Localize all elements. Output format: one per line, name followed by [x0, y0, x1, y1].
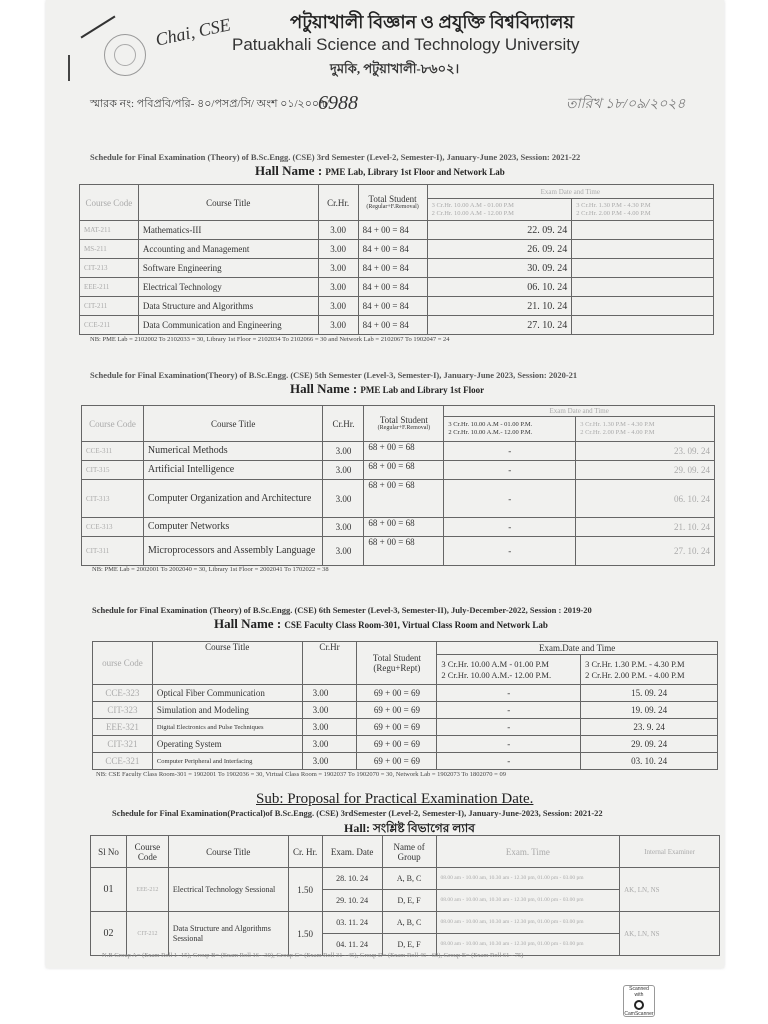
credit-hour-cell: 3.00: [302, 736, 357, 753]
table3-header-title: Course Title: [152, 642, 302, 685]
table-row: [93, 736, 718, 753]
course-code-cell: CIT-211: [80, 297, 139, 316]
course-title-cell: Data Structure and Algorithms: [138, 297, 318, 316]
table3-header-crhr: Cr.Hr: [302, 642, 357, 685]
table1-header-exam: Exam Date and Time: [427, 185, 713, 199]
scanner-line2: CamScanner: [624, 1011, 654, 1017]
course-code-cell: MAT-211: [80, 221, 139, 240]
morning-slot-cell: -: [437, 736, 581, 753]
examiner-cell: AK, LN, NS: [620, 868, 720, 912]
exam-date-cell: 27. 10. 24: [576, 537, 715, 566]
memo-number-handwritten: 6988: [318, 92, 358, 114]
exam-date-cell: 29. 09. 24: [581, 736, 718, 753]
course-title-cell: Accounting and Management: [138, 240, 318, 259]
table3-header-slot-morning: [437, 655, 581, 685]
credit-hour-cell: 3.00: [302, 702, 357, 719]
table1-header-code: Course Code: [80, 185, 139, 221]
empty-cell: [572, 221, 714, 240]
group-cell: A, B, C: [382, 912, 436, 934]
course-title-cell: Microprocessors and Assembly Language: [143, 537, 323, 566]
credit-hour-cell: 3.00: [318, 259, 358, 278]
exam-date-cell: 23. 09. 24: [576, 442, 715, 461]
english-university-title: Patuakhali Science and Technology University: [232, 35, 580, 54]
table3-slot4: 2 Cr.Hr. 2.00 P.M. - 4.00 P.M: [585, 669, 685, 680]
course-title-cell: Data Communication and Engineering: [138, 316, 318, 335]
course-code-cell: CCE-323: [93, 685, 153, 702]
table3-hall-label: Hall Name :: [214, 616, 282, 631]
credit-hour-cell: 1.50: [288, 912, 322, 956]
table3-slot2: 2 Cr.Hr. 10.00 A.M.- 12.00 P.M.: [441, 669, 552, 680]
exam-date-cell: 30. 09. 24: [427, 259, 572, 278]
table3-header-total-sub: (Regu+Rept): [373, 663, 421, 673]
credit-hour-cell: 3.00: [323, 518, 364, 537]
exam-date-cell: 03. 11. 24: [322, 912, 382, 934]
exam-time-cell: 08.00 am - 10.00 am, 10.30 am - 12.30 pm, 01.00 pm - 03.00 pm: [436, 868, 620, 890]
total-student-cell: 84 + 00 = 84: [358, 259, 427, 278]
course-title-cell: Data Structure and Algorithms Sessional: [168, 912, 288, 956]
examiner-cell: AK, LN, NS: [620, 912, 720, 956]
credit-hour-cell: 3.00: [318, 278, 358, 297]
course-title-cell: Computer Organization and Architecture: [143, 480, 323, 518]
table3-body: [93, 685, 718, 770]
table2-slot4: 2 Cr.Hr. 2.00 P.M - 4.00 P.M: [580, 429, 655, 436]
table1-header-total: [358, 185, 427, 221]
date-handwritten: তারিখ ১৮/০৯/২০২৪: [566, 97, 686, 112]
credit-hour-cell: 3.00: [302, 719, 357, 736]
credit-hour-cell: 3.00: [318, 316, 358, 335]
table1-schedule-heading: Schedule for Final Examination (Theory) of B.Sc.Engg. (CSE) 3rd Semester (Level-2, Semester-I), January-June 2023, Session: 2021-22: [90, 152, 581, 162]
course-title-cell: Digital Electronics and Pulse Techniques: [152, 719, 302, 736]
table2-hall-value: PME Lab and Library 1st Floor: [360, 385, 485, 395]
table-row: [82, 518, 715, 537]
course-title-cell: Artificial Intelligence: [143, 461, 323, 480]
empty-cell: [572, 240, 714, 259]
table-row: [82, 442, 715, 461]
total-student-cell: 69 + 00 = 69: [357, 685, 437, 702]
table1: [79, 184, 714, 335]
total-student-cell: 68 + 00 = 68: [364, 480, 444, 518]
empty-cell: [572, 278, 714, 297]
university-seal: [104, 34, 146, 76]
exam-date-cell: 26. 09. 24: [427, 240, 572, 259]
total-student-cell: 68 + 00 = 68: [364, 537, 444, 566]
empty-cell: [572, 259, 714, 278]
table2-hall-name: [290, 381, 484, 397]
total-student-cell: 84 + 00 = 84: [358, 221, 427, 240]
morning-slot-cell: -: [437, 719, 581, 736]
morning-slot-cell: -: [444, 537, 576, 566]
camscanner-badge: [623, 985, 655, 1017]
table2-header-title: Course Title: [143, 406, 323, 442]
bengali-address: দুমকি, পটুয়াখালী-৮৬০২।: [330, 61, 460, 76]
course-title-cell: Mathematics-III: [138, 221, 318, 240]
table2-slot1: 3 Cr.Hr. 10.00 A.M - 01.00 P.M.: [448, 421, 533, 428]
exam-date-cell: 03. 10. 24: [581, 753, 718, 770]
table3-slot1: 3 Cr.Hr. 10.00 A.M - 01.00 P.M: [441, 658, 549, 669]
course-code-cell: CCE-313: [82, 518, 144, 537]
exam-date-cell: 19. 09. 24: [581, 702, 718, 719]
total-student-cell: 69 + 00 = 69: [357, 753, 437, 770]
exam-date-cell: 04. 11. 24: [322, 934, 382, 956]
table1-hall-name: [255, 163, 505, 179]
table-row: [93, 685, 718, 702]
table1-slot2: 2 Cr.Hr. 10.00 A.M - 12.00 P.M: [431, 209, 514, 217]
exam-time-cell: 08.00 am - 10.00 am, 10.30 am - 12.30 pm, 01.00 pm - 03.00 pm: [436, 890, 620, 912]
morning-slot-cell: -: [444, 461, 576, 480]
table1-header-slot-afternoon: [572, 199, 714, 221]
exam-date-cell: 27. 10. 24: [427, 316, 572, 335]
serial-cell: 01: [91, 868, 127, 912]
table4-header-time: Exam. Time: [436, 836, 620, 868]
total-student-cell: 69 + 00 = 69: [357, 702, 437, 719]
credit-hour-cell: 3.00: [323, 480, 364, 518]
table2-header-total-label: Total Student: [379, 415, 428, 425]
course-code-cell: CCE-311: [82, 442, 144, 461]
total-student-cell: 68 + 00 = 68: [364, 442, 444, 461]
morning-slot-cell: -: [437, 702, 581, 719]
table3-schedule-heading: Schedule for Final Examination (Theory) of B.Sc.Engg. (CSE) 6th Semester (Level-3, Semester-II), July-December-2022, Session : 2019-20: [92, 605, 592, 615]
table3-hall-value: CSE Faculty Class Room-301, Virtual Class Room and Network Lab: [284, 620, 548, 630]
course-title-cell: Numerical Methods: [143, 442, 323, 461]
table4-header-title: Course Title: [168, 836, 288, 868]
table1-header-total-label: Total Student: [368, 194, 417, 204]
table3: [92, 641, 718, 770]
table2-header-code: Course Code: [82, 406, 144, 442]
table1-header-slot-morning: [427, 199, 572, 221]
group-cell: D, E, F: [382, 934, 436, 956]
empty-cell: [572, 297, 714, 316]
credit-hour-cell: 3.00: [323, 461, 364, 480]
exam-time-cell: 08.00 am - 10.00 am, 10.30 am - 12.30 pm, 01.00 pm - 03.00 pm: [436, 934, 620, 956]
scanner-line1: Scanned with: [629, 986, 649, 998]
table1-header-crhr: Cr.Hr.: [318, 185, 358, 221]
table2-header-total: [364, 406, 444, 442]
serial-cell: 02: [91, 912, 127, 956]
credit-hour-cell: 3.00: [302, 753, 357, 770]
table2-slot2: 2 Cr.Hr. 10.00 A.M.- 12.00 P.M.: [448, 429, 533, 436]
table4-header-examiner: Internal Examiner: [620, 836, 720, 868]
exam-date-cell: 22. 09. 24: [427, 221, 572, 240]
course-code-cell: CCE-321: [93, 753, 153, 770]
table4-hall: Hall: সংশ্লিষ্ট বিভাগের ল্যাব: [344, 821, 475, 835]
table-row: [82, 461, 715, 480]
table3-header-exam: Exam.Date and Time: [437, 642, 718, 655]
memo-reference: স্মারক নং: পবিপ্রবি/পরি- ৪০/পসপ্র/সি/ অংশ ০১/২০০৭/: [90, 98, 330, 110]
table-row: [82, 537, 715, 566]
group-cell: A, B, C: [382, 868, 436, 890]
table3-header-code: ourse Code: [93, 642, 153, 685]
pen-stroke-vertical: [68, 55, 70, 81]
table-row: [80, 240, 714, 259]
course-code-cell: MS-211: [80, 240, 139, 259]
total-student-cell: 84 + 00 = 84: [358, 278, 427, 297]
course-title-cell: Software Engineering: [138, 259, 318, 278]
table2-slot3: 3 Cr.Hr. 1.30 P.M - 4.30 P.M: [580, 421, 655, 428]
course-title-cell: Electrical Technology Sessional: [168, 868, 288, 912]
table4-header-date: Exam. Date: [322, 836, 382, 868]
exam-date-cell: 21. 10. 24: [576, 518, 715, 537]
exam-date-cell: 28. 10. 24: [322, 868, 382, 890]
table-row: [93, 753, 718, 770]
table3-header-total: [357, 642, 437, 685]
group-cell: D, E, F: [382, 890, 436, 912]
table4-header-code: Course Code: [126, 836, 168, 868]
course-title-cell: Electrical Technology: [138, 278, 318, 297]
table3-header-total-label: Total Student: [372, 653, 421, 663]
course-title-cell: Simulation and Modeling: [152, 702, 302, 719]
table3-note: NB: CSE Faculty Class Room-301 = 1902001 To 1902036 = 30, Virtual Class Room = 1902037 To 1902070 = 30, Network Lab = 1902073 To 1802070 = 09: [96, 771, 506, 778]
total-student-cell: 69 + 00 = 69: [357, 736, 437, 753]
table3-header-slot-afternoon: [581, 655, 718, 685]
total-student-cell: 84 + 00 = 84: [358, 240, 427, 259]
table1-header-title: Course Title: [138, 185, 318, 221]
total-student-cell: 84 + 00 = 84: [358, 297, 427, 316]
course-title-cell: Computer Peripheral and Interfacing: [152, 753, 302, 770]
bengali-university-title: পটুয়াখালী বিজ্ঞান ও প্রযুক্তি বিশ্ববিদ্যালয়: [290, 12, 575, 32]
exam-date-cell: 06. 10. 24: [576, 480, 715, 518]
exam-time-cell: 08.00 am - 10.00 am, 10.30 am - 12.30 pm, 01.00 pm - 03.00 pm: [436, 912, 620, 934]
table1-slot1: 3 Cr.Hr. 10.00 A.M - 01.00 P.M: [431, 201, 514, 209]
table-row: [80, 297, 714, 316]
total-student-cell: 69 + 00 = 69: [357, 719, 437, 736]
table2: [81, 405, 715, 566]
table2-note: NB: PME Lab = 2002001 To 2002040 = 30, Library 1st Floor = 2002041 To 1702022 = 38: [92, 566, 329, 573]
table1-note: NB: PME Lab = 2102002 To 2102033 = 30, Library 1st Floor = 2102034 To 2102066 = 30 and Network Lab = 2102067 To 1902047 = 24: [90, 336, 450, 343]
credit-hour-cell: 3.00: [318, 221, 358, 240]
table1-slot3: 3 Cr.Hr. 1.30 P.M - 4.30 P.M: [576, 201, 651, 209]
table1-hall-label: Hall Name :: [255, 163, 323, 178]
handwritten-note: Chai, CSE: [153, 14, 233, 50]
table-row: [93, 719, 718, 736]
course-code-cell: CIT-212: [126, 912, 168, 956]
table-row: [80, 259, 714, 278]
exam-date-cell: 29. 10. 24: [322, 890, 382, 912]
course-code-cell: CIT-311: [82, 537, 144, 566]
course-title-cell: Optical Fiber Communication: [152, 685, 302, 702]
table4-schedule-heading: Schedule for Final Examination(Practical)of B.Sc.Engg. (CSE) 3rdSemester (Level-2, Semester-I), January-June-2023, Session: 2021-22: [112, 808, 603, 818]
total-student-cell: 68 + 00 = 68: [364, 518, 444, 537]
table-row: [80, 221, 714, 240]
morning-slot-cell: -: [444, 518, 576, 537]
camscanner-logo-icon: [634, 1000, 644, 1010]
course-title-cell: Computer Networks: [143, 518, 323, 537]
course-code-cell: EEE-212: [126, 868, 168, 912]
table-row: [91, 868, 720, 890]
table1-hall-value: PME Lab, Library 1st Floor and Network Lab: [325, 167, 505, 177]
table4-header-crhr: Cr. Hr.: [288, 836, 322, 868]
credit-hour-cell: 1.50: [288, 868, 322, 912]
table4: [90, 835, 720, 956]
credit-hour-cell: 3.00: [318, 297, 358, 316]
morning-slot-cell: -: [444, 480, 576, 518]
exam-date-cell: 23. 9. 24: [581, 719, 718, 736]
table1-body: [80, 221, 714, 335]
table4-header-group: Name of Group: [382, 836, 436, 868]
credit-hour-cell: 3.00: [323, 442, 364, 461]
table2-header-total-sub: (Regular+F.Removal): [377, 425, 431, 431]
table3-slot3: 3 Cr.Hr. 1.30 P.M. - 4.30 P.M: [585, 658, 685, 669]
course-title-cell: Operating System: [152, 736, 302, 753]
table2-schedule-heading: Schedule for Final Examination(Theory) of B.Sc.Engg. (CSE) 5th Semester (Level-3, Semester-I), January-June 2023, Session: 2020-21: [90, 370, 578, 380]
empty-cell: [572, 316, 714, 335]
course-code-cell: EEE-321: [93, 719, 153, 736]
total-student-cell: 84 + 00 = 84: [358, 316, 427, 335]
table2-header-crhr: Cr.Hr.: [323, 406, 364, 442]
table2-header-slot-afternoon: [576, 417, 715, 442]
table3-hall-name: [214, 616, 548, 632]
course-code-cell: CCE-211: [80, 316, 139, 335]
course-code-cell: CIT-321: [93, 736, 153, 753]
morning-slot-cell: -: [444, 442, 576, 461]
table2-hall-label: Hall Name :: [290, 381, 358, 396]
exam-date-cell: 29. 09. 24: [576, 461, 715, 480]
table1-header-total-sub: (Regular+F.Removal): [366, 204, 419, 210]
morning-slot-cell: -: [437, 685, 581, 702]
course-code-cell: CIT-213: [80, 259, 139, 278]
table-row: [91, 912, 720, 934]
practical-subject-line: Sub: Proposal for Practical Examination Date.: [256, 791, 534, 807]
table-row: [82, 480, 715, 518]
credit-hour-cell: 3.00: [323, 537, 364, 566]
course-code-cell: CIT-323: [93, 702, 153, 719]
credit-hour-cell: 3.00: [302, 685, 357, 702]
table2-header-exam: Exam Date and Time: [444, 406, 715, 417]
total-student-cell: 68 + 00 = 68: [364, 461, 444, 480]
course-code-cell: EEE-211: [80, 278, 139, 297]
course-code-cell: CIT-315: [82, 461, 144, 480]
exam-date-cell: 21. 10. 24: [427, 297, 572, 316]
table4-header-sl: Sl No: [91, 836, 127, 868]
table2-header-slot-morning: [444, 417, 576, 442]
table-row: [93, 702, 718, 719]
table-row: [80, 316, 714, 335]
table2-body: [82, 442, 715, 566]
exam-date-cell: 15. 09. 24: [581, 685, 718, 702]
course-code-cell: CIT-313: [82, 480, 144, 518]
exam-date-cell: 06. 10. 24: [427, 278, 572, 297]
table1-slot4: 2 Cr.Hr. 2.00 P.M - 4.00 P.M: [576, 209, 651, 217]
morning-slot-cell: -: [437, 753, 581, 770]
table4-body: [91, 868, 720, 956]
credit-hour-cell: 3.00: [318, 240, 358, 259]
table-row: [80, 278, 714, 297]
table4-note: N.B Group A= (Exam Roll 1- 15), Group B= (Exam Roll 16 - 30), Group C= (Exam Roll 31 - 45), Group D= (Exam Roll 46 - 60), Group E= (Exam Roll 61 - 75): [102, 952, 524, 959]
